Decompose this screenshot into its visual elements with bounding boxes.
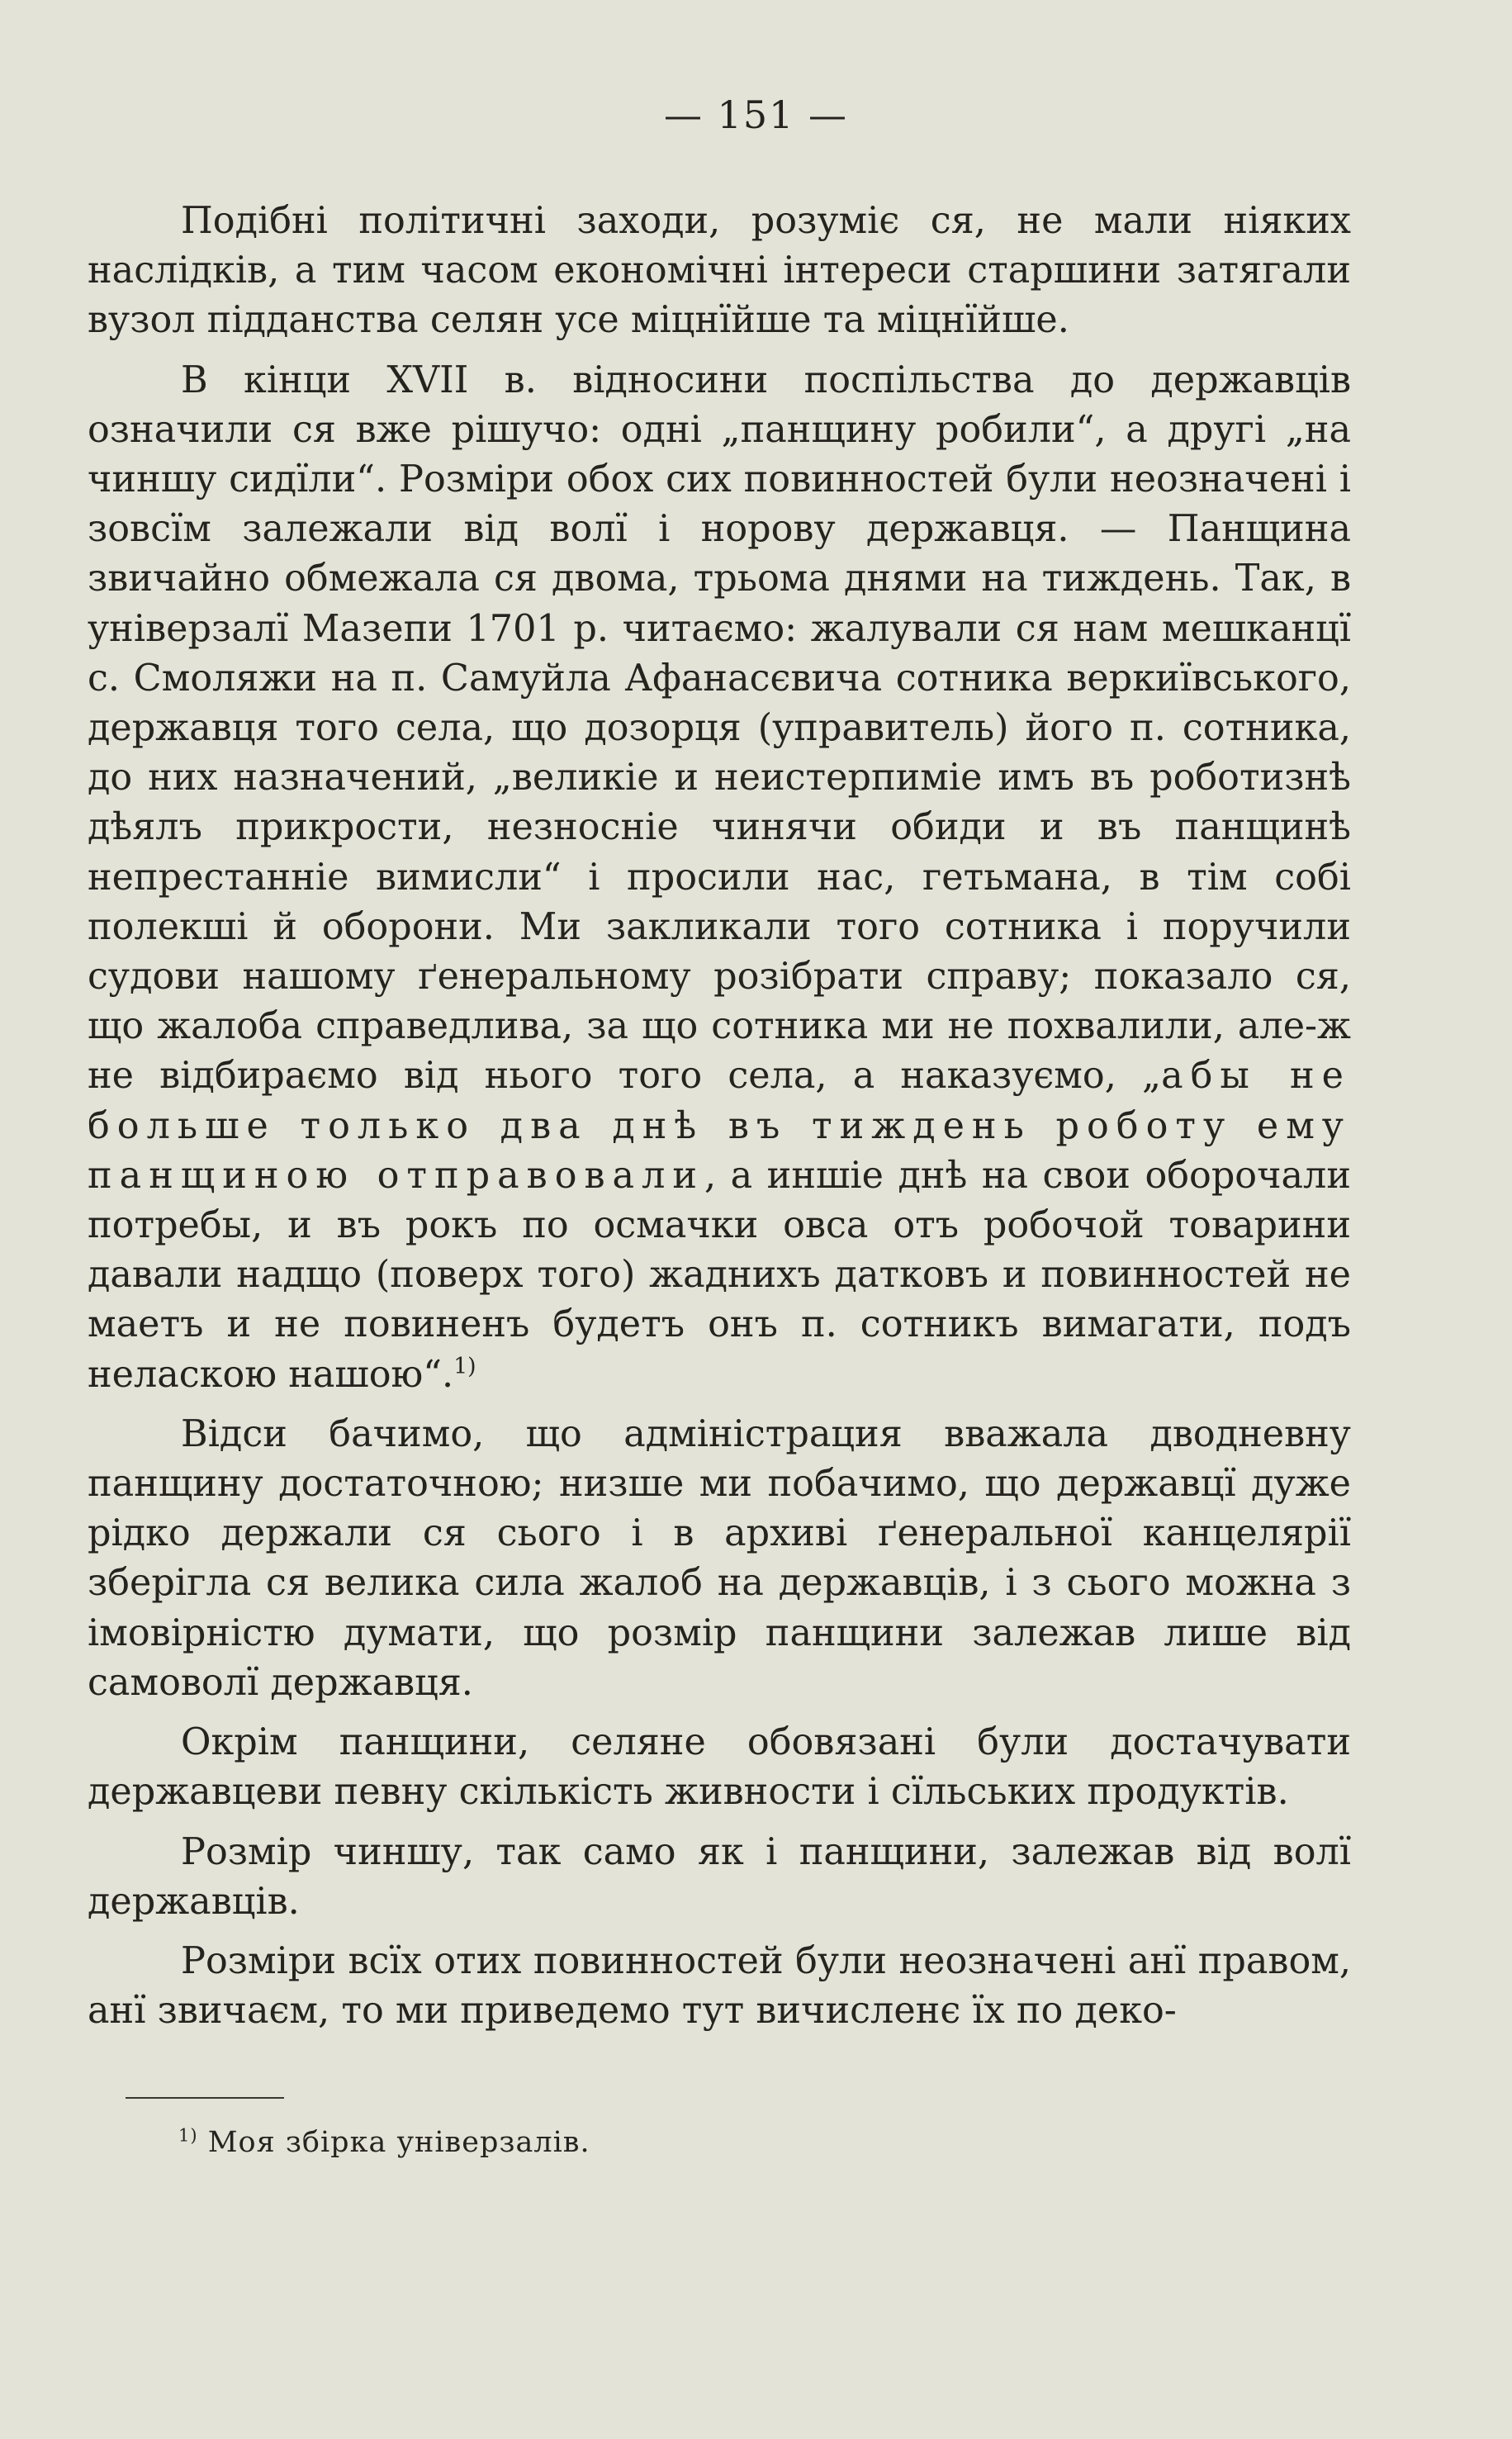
- body-text: [88, 197, 1351, 2046]
- paragraph-2-spaced-quote: абы не больше только два днѣ въ тиждень роботу ему панщиною отправовали: [88, 1055, 1351, 1197]
- paragraph-6: Розміри всїх отих повинностей були неозначені анї правом, анї звичаєм, то ми приведемо тут вичисленє їх по деко-: [88, 1939, 1351, 2033]
- paragraph-3: Відси бачимо, що адмініcтрация вважала дводневну панщину достаточною; низше ми побачимо, що державцї дуже рідко держали ся сього і в архиві ґенеральної канцелярії зберігла ся велика сила жалоб на державців, і з сього можна з імовірністю думати, що розмір панщини залежав лише від самоволї державця.: [88, 1412, 1351, 1704]
- footnote-divider: [126, 2097, 284, 2099]
- footnote-text: Моя збірка універзалів.: [207, 2126, 590, 2159]
- footnote: [178, 2123, 1334, 2162]
- paragraph-4: Окрім панщини, селяне обовязані були достачувати державцеви певну скількість живности і сїльських продуктів.: [88, 1721, 1351, 1814]
- page-number: — 151 —: [663, 93, 849, 137]
- paragraph-2: [88, 356, 1351, 1400]
- paragraph-2-text-a: В кінци XVII в. відносини поспільства до державців означили ся вже рішучо: одні „панщину робили“, а другі „на чиншу сидїли“. Розміри обох сих повинностей були неозначені і зовсїм залежали від волї і норову державця. — Панщина звичайно обмежала ся двома, трьома днями на тиждень. Так, в універзалї Мазепи 1701 р. читаємо: жалували ся нам мешканцї с. Смоляжи на п. Самуйла Афанасєвича сотника веркиївського, державця того села, що дозорця (управитель) його п. сотника, до них назначений, „великіе и неистерпиміе имъ въ роботизнѣ дѣялъ прикрости, незносніе чинячи обиди и въ панщинѣ непрестанніе вимисли“ і просили нас, гетьмана, в тім собі полекші й оборони. Ми закликали того сотника і поручили судови нашому ґенеральному розібрати справу; показало ся, що жалоба справедлива, за що сотника ми не похвалили, але-ж не відбираємо від нього того села, а наказуємо, „: [88, 358, 1351, 1098]
- paragraph-2-text-b: , а иншіе днѣ на свои оборочали потребы, и въ рокъ по осмачки овса отъ робочой товарини давали надщо (поверх того) жаднихъ датковъ и повинностей не маетъ и не повиненъ будетъ онъ п. сотникъ вимагати, подъ неласкою нашою“.: [88, 1154, 1351, 1396]
- footnote-reference: 1): [453, 1353, 476, 1379]
- paragraph-1: Подібні політичні заходи, розуміє ся, не мали ніяких наслідків, а тим часом економічні інтереси старшини затягали вузол підданства селян усе міцнїйше та міцнїйше.: [88, 200, 1351, 342]
- paragraph-5: Розмір чиншу, так само як і панщини, залежав від волї державців.: [88, 1830, 1351, 1923]
- footnote-mark: 1): [178, 2125, 198, 2146]
